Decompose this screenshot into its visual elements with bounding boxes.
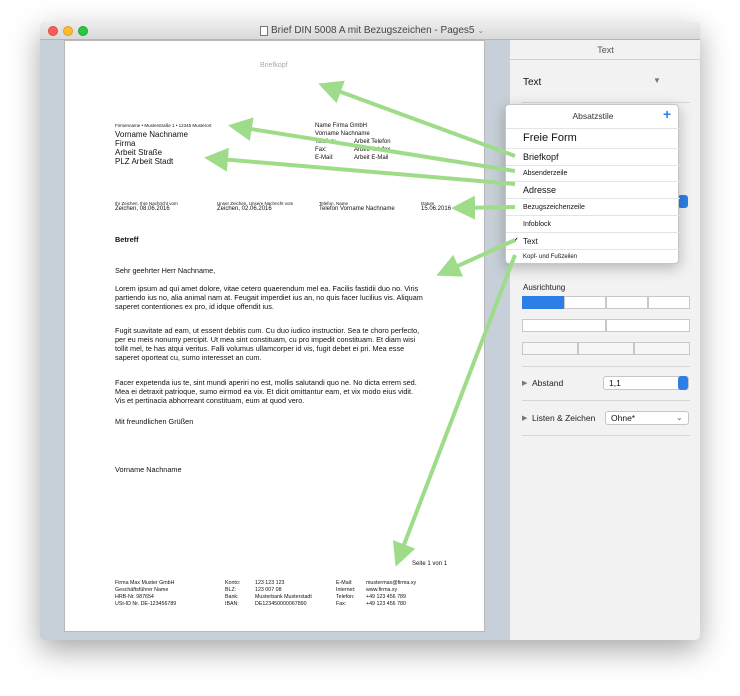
briefkopf-placeholder[interactable]: Briefkopf [260,62,288,69]
divider [522,366,690,367]
footer-col-company[interactable]: Firma Max Muster GmbH Geschäftsführer Name HRB-Nr. 987654 USt-ID Nr. DE-123456789 [115,580,177,607]
ref-label-your: Ihr Zeichen, Ihre Nachricht vom [115,201,178,206]
chevron-down-icon[interactable]: ▼ [653,76,661,85]
style-item-infoblock[interactable]: Infoblock [506,215,680,232]
divider [522,102,690,103]
ref-value-phone[interactable]: Telefon Vorname Nachname [319,206,395,212]
paragraph-line[interactable]: tollit mel, te has atqui veritus. Falli volumus ullamcorper id vis, fugit debet ei pri. Mea esse [115,344,405,353]
paragraph-line[interactable]: Lorem ipsum ad qui amet dolore, vitae cetero quaerendum mel ea. Facilis fastidii duo no. Viris [115,284,419,293]
style-item-bezugszeichenzeile[interactable]: Bezugszeichenzeile [506,198,680,215]
checkmark-icon: ✓ [511,236,520,247]
spacing-stepper[interactable] [678,376,688,390]
add-style-icon[interactable]: + [663,106,672,122]
company-person[interactable]: Vorname Nachname [315,131,370,137]
ref-value-your[interactable]: Zeichen, 08.06.2016 [115,206,170,212]
valign-bottom-button[interactable] [634,342,690,355]
footer-col-contact-labels[interactable]: E-Mail: Internet: Telefon: Fax: [336,580,356,607]
decrease-indent-button[interactable] [522,319,606,332]
letter-page[interactable] [64,40,485,632]
paragraph-line[interactable]: per eu meis nonumy percipit. Ut mea sint constituam, cu pro impedit constituam. Et diam wisi [115,335,416,344]
lists-value[interactable]: Ohne* [611,413,636,423]
paragraph-line[interactable]: Fugit suavitate ad eam, ut essent debitis cum. Cu duo iudico instructior. Sea te choro perfecto, [115,326,420,335]
info-label-phone[interactable]: Telefon: [315,139,337,145]
paragraph-line[interactable]: Vis et pertinacia abhorreant constituam, eum at quod vero. [115,396,305,405]
ref-value-date[interactable]: 15.06.2016 [421,206,452,212]
page-number[interactable]: Seite 1 von 1 [412,561,448,567]
document-canvas [40,40,509,640]
footer-col-bank-labels[interactable]: Konto: BLZ: Bank: IBAN: [225,580,241,607]
align-justify-button[interactable] [648,296,690,309]
style-item-briefkopf[interactable]: Briefkopf [506,148,680,165]
close-button[interactable] [48,26,58,36]
subject[interactable]: Betreff [115,235,139,244]
recipient-city[interactable]: PLZ Arbeit Stadt [115,157,174,166]
ref-label-phone: Telefon, Name [319,201,349,206]
recipient-name[interactable]: Vorname Nachname [115,130,188,139]
window-title-text: Brief DIN 5008 A mit Bezugszeichen - Pages5 [271,25,475,36]
paragraph-line[interactable]: partiendo ius no, alia animal nam at. Feugait imperdiet ius an, no quis facer lucilius vis. Aliquam [115,293,423,302]
paragraph-line[interactable]: Facer expetenda ius te, sint mundi aperiri no est, mollis salutandi quo ne. No dicta errem sed. [115,378,417,387]
title-bar [40,22,700,40]
lists-dropdown[interactable] [605,411,689,425]
sender-line[interactable]: Firmenname • Musterstraße 1 • 12345 Musterort [115,123,212,128]
lists-label[interactable]: Listen & Zeichen [532,413,596,423]
paragraph-line[interactable]: saperet contentiones ex pro, id idque offendit ius. [115,302,274,311]
valign-top-button[interactable] [522,342,578,355]
disclosure-triangle-icon[interactable]: ▶ [522,415,528,422]
style-item-kopf-fusszeilen[interactable]: Kopf- und Fußzeilen [506,249,680,264]
align-right-button[interactable] [606,296,648,309]
window-title [260,25,484,36]
align-center-button[interactable] [564,296,606,309]
chevron-down-icon[interactable]: ⌄ [676,413,683,422]
salutation[interactable]: Sehr geehrter Herr Nachname, [115,266,216,275]
tab-text[interactable]: Text [510,40,700,60]
style-item-absenderzeile[interactable]: Absenderzeile [506,165,680,181]
style-item-adresse[interactable]: Adresse [506,181,680,198]
document-icon [260,26,268,36]
style-item-freie-form[interactable]: Freie Form [506,128,680,148]
popup-title: Absatzstile [572,111,614,121]
paragraph-styles-popup [505,104,679,264]
info-value-phone[interactable]: Arbeit Telefon [354,139,391,145]
paragraph-style-dropdown[interactable]: Text [523,77,542,88]
footer-col-bank-values[interactable]: 123 123 123 123 007 08 Musterbank Musterstadt DE123450000067890 [255,580,312,607]
recipient-street[interactable]: Arbeit Straße [115,148,163,157]
closing[interactable]: Mit freundlichen Grüßen [115,417,194,426]
minimize-button[interactable] [63,26,73,36]
divider [522,435,690,436]
paragraph-line[interactable]: Mea ei detraxit patrioque, sumo eirmod ea vix. Et dicit omittantur eam, et vix modo eius vidit. [115,387,414,396]
info-value-email[interactable]: Arbeit E-Mail [354,155,389,161]
chevron-down-icon[interactable]: ⌄ [477,26,485,35]
align-left-button[interactable] [522,296,564,309]
style-item-text[interactable]: ✓ Text [506,232,680,249]
spacing-value[interactable]: 1,1 [609,378,621,388]
ref-label-date: Datum [421,201,435,206]
spacing-label[interactable]: Abstand [532,378,564,388]
spacing-field[interactable] [603,376,689,390]
zoom-button[interactable] [78,26,88,36]
recipient-company[interactable]: Firma [115,139,136,148]
info-label-email[interactable]: E-Mail: [315,155,334,161]
company-name[interactable]: Name Firma GmbH [315,123,368,129]
disclosure-triangle-icon[interactable]: ▶ [522,380,528,387]
info-label-fax[interactable]: Fax: [315,147,327,153]
increase-indent-button[interactable] [606,319,690,332]
alignment-label: Ausrichtung [523,283,566,292]
footer-col-contact-values[interactable]: mustermax@firma.xy www.firma.xy +49 123 456 789 +49 123 456 780 [366,580,417,607]
paragraph-line[interactable]: saperet oporteat cu, sumo interesset an cum. [115,353,262,362]
info-value-fax[interactable]: Arbeit Telefax [354,147,391,153]
signature[interactable]: Vorname Nachname [115,465,182,474]
ref-label-our: Unser Zeichen, Unsere Nachricht vom [217,201,294,206]
divider [522,400,690,401]
valign-middle-button[interactable] [578,342,634,355]
ref-value-our[interactable]: Zeichen, 02.06.2016 [217,206,272,212]
